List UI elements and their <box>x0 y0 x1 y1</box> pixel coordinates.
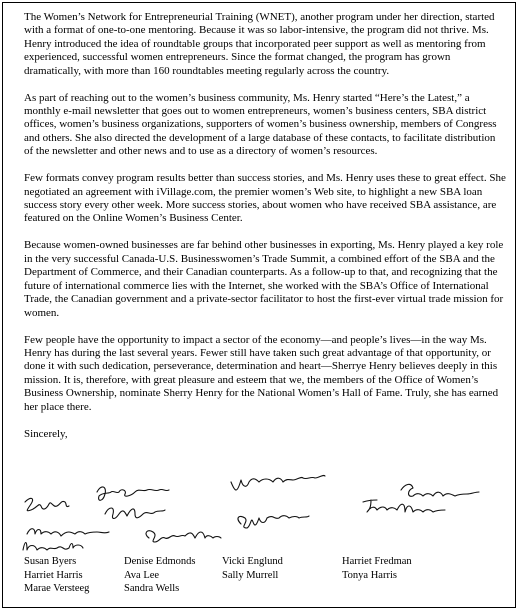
signature-marae-versteeg <box>27 529 109 536</box>
signatory-name: Tonya Harris <box>342 569 397 581</box>
signatory-name: Harriet Harris <box>24 569 83 581</box>
paragraph-exporting: Because women-owned businesses are far behind other businesses in exporting, Ms. Henry played a key role in the very successful Canada-U.S. Businesswomen’s Trade Summit, a combined effort of the SBA and the Department of Commerce, and their Canadian counterparts. As a follow-up to that, and recognizing that the future of international commerce lies with the Internet, she worked with the SBA’s Office of International Trade, the Canadian government and a private-sector facilitator to host the first-ever virtual trade mission for women. <box>24 239 504 319</box>
signatory-column-1 <box>24 555 89 596</box>
closing-salutation: Sincerely, <box>24 427 68 440</box>
handwritten-signatures <box>3 472 517 552</box>
signatory-name: Susan Byers <box>24 556 77 567</box>
signatory-name: Sally Murrell <box>222 569 279 581</box>
signature-tonya-harris <box>363 500 445 512</box>
signature-harriet-fredman <box>401 484 479 496</box>
signatory-name: Harriet Fredman <box>342 556 412 567</box>
signatory-column-3 <box>222 555 283 582</box>
signature-harriet-harris <box>23 543 83 551</box>
paragraph-newsletter: As part of reaching out to the women’s business community, Ms. Henry started “Here’s the Latest,” a monthly e-mail newsletter that goes out to women entrepreneurs, women’s business centers, SBA district offices, women’s business organizations, supporters of women’s business ownership, members of Congress and others. She also directed the development of a large database of these contacts, to facilitate distribution of the newsletter and other news and to use as a directory of women’s resources. <box>24 91 497 158</box>
signatory-column-2 <box>124 555 195 596</box>
paragraph-nomination: Few people have the opportunity to impact a sector of the economy—and people’s lives—in the way Ms. Henry has during the last several years. Fewer still have taken such great advantage of that opportunity, or done it with such dedication, perseverance, determination and heart—Sherrye Henry believes deeply in this mission. It is, therefore, with great pleasure and esteem that we, the members of the Office of Women’s Business Ownership, nominate Sherry Henry for the National Women’s Hall of Fame. Truly, she has earned her place there. <box>24 333 499 413</box>
letter-page <box>2 2 516 608</box>
signatory-name: Marae Versteeg <box>24 583 90 594</box>
signatory-name: Vicki Englund <box>222 556 283 567</box>
signature-sandra-wells <box>146 531 221 542</box>
signature-vicki-englund <box>231 475 325 490</box>
signatory-name: Sandra Wells <box>124 583 180 594</box>
letter-body <box>24 11 506 441</box>
signature-ava-lee <box>105 508 165 519</box>
signatory-column-4 <box>342 555 412 582</box>
paragraph-wnet: The Women’s Network for Entrepreneurial Training (WNET), another program under her direction, started with a format of one-to-one mentoring. Because it was so labor-intensive, the program did not thrive. Ms. Henry introduced the idea of roundtable groups that incorporated peer support as well as mentoring from experienced, successful women entrepreneurs. Since the format changed, the program has grown dramatically, with more than 160 roundtables meeting regularly across the country. <box>24 11 495 77</box>
signatory-name: Denise Edmonds <box>124 556 196 567</box>
signature-susan-byers <box>25 498 69 510</box>
signature-sally-murrell <box>238 516 309 528</box>
signatory-name: Ava Lee <box>124 569 160 581</box>
signature-denise-edmonds <box>97 487 169 500</box>
paragraph-success-stories: Few formats convey program results better than success stories, and Ms. Henry uses these to great effect. She negotiated an agreement with iVillage.com, the premier women’s Web site, to highlight a new SBA loan success story every other week. More success stories, about women who have received SBA assistance, are featured on the Online Women’s Business Center. <box>24 172 506 225</box>
